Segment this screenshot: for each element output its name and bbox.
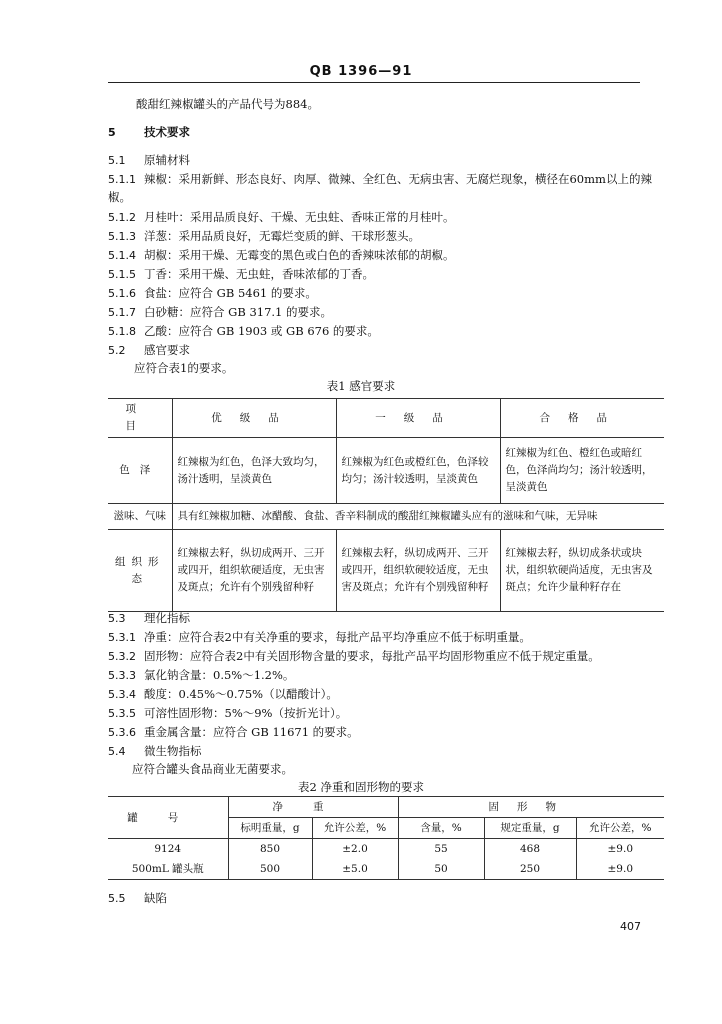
- table-cell: 具有红辣椒加糖、冰醋酸、食盐、香辛料制成的酸甜红辣椒罐头应有的滋味和气味，无异味: [172, 504, 664, 530]
- row-label: 滋味、气味: [108, 504, 172, 530]
- table-1-caption: 表1 感官要求: [326, 379, 396, 393]
- section-title: 技术要求: [144, 125, 190, 139]
- row-label: 组织形态: [108, 530, 172, 612]
- table-cell: 850: [228, 839, 312, 860]
- clause-line: [108, 667, 648, 684]
- clause-text: 月桂叶：采用品质良好、干燥、无虫蛀、香味正常的月桂叶。: [144, 210, 455, 224]
- clause-text: 可溶性固形物：5%～9%（按折光计）。: [144, 706, 348, 720]
- clause-text: 氯化钠含量：0.5%～1.2%。: [144, 668, 295, 682]
- clause-text: 应符合罐头食品商业无菌要求。: [132, 762, 293, 776]
- clause-text: 微生物指标: [144, 744, 202, 758]
- clause-line: [108, 228, 648, 245]
- table-row: [108, 438, 664, 504]
- table-header-cell: 允许公差，%: [576, 818, 664, 839]
- table-cell: 红辣椒为红色，色泽大致均匀，汤汁透明，呈淡黄色: [172, 438, 336, 504]
- clause-line: [132, 761, 672, 777]
- clause-number: 5.3.1: [108, 631, 136, 644]
- table-cell: 468: [484, 839, 576, 860]
- intro-paragraph: 酸甜红辣椒罐头的产品代号为884。: [136, 97, 319, 111]
- clause-line: [108, 209, 648, 226]
- clause-text: 酸度：0.45%～0.75%（以醋酸计）。: [144, 687, 338, 701]
- table-header-cell: 标明重量，g: [228, 818, 312, 839]
- clause-text: 缺陷: [144, 891, 167, 905]
- clause-number: 5.1.5: [108, 268, 136, 281]
- clause-number: 5.1.4: [108, 249, 136, 262]
- clause-line: [108, 648, 648, 665]
- clause-line: [108, 189, 648, 205]
- clause-text: 重金属含量：应符合 GB 11671 的要求。: [144, 725, 359, 739]
- table-cell: 500: [228, 859, 312, 880]
- table-cell: 红辣椒为红色、橙红色或暗红色，色泽尚均匀；汤汁较透明，呈淡黄色: [500, 438, 664, 504]
- table-cell: ±9.0: [576, 839, 664, 860]
- clause-text: 感官要求: [144, 343, 190, 357]
- clause-line: [108, 323, 648, 340]
- clause-text: 原辅材料: [144, 153, 190, 167]
- table-header-cell: 含量，%: [398, 818, 484, 839]
- clause-line: [108, 890, 648, 907]
- table-row: [108, 859, 664, 880]
- clause-text: 乙酸：应符合 GB 1903 或 GB 676 的要求。: [144, 324, 379, 338]
- standard-code-header: QB 1396—91: [309, 64, 413, 79]
- clause-number: 5.3.5: [108, 707, 136, 720]
- section-5-heading: [108, 124, 648, 141]
- table-cell: ±5.0: [312, 859, 398, 880]
- page-number: 407: [620, 920, 641, 933]
- clause-line: [108, 266, 648, 283]
- clause-line: [108, 724, 648, 741]
- header-rule: [108, 82, 640, 83]
- net-weight-solids-table: [108, 796, 664, 880]
- table-cell: 500mL 罐头瓶: [108, 859, 228, 880]
- table-cell: 9124: [108, 839, 228, 860]
- clause-number: 5.3.2: [108, 650, 136, 663]
- clause-line: [108, 686, 648, 703]
- clause-number: 5.1.3: [108, 230, 136, 243]
- table-header-cell: 项目: [108, 399, 172, 438]
- table-header-cell: 规定重量，g: [484, 818, 576, 839]
- table-header-row: [108, 797, 664, 818]
- clause-number: 5.5: [108, 892, 126, 905]
- clause-number: 5.4: [108, 745, 126, 758]
- clause-number: 5.1.1: [108, 173, 136, 186]
- clause-number: 5.1.6: [108, 287, 136, 300]
- table-row: [108, 504, 664, 530]
- clause-text: 丁香：采用干燥、无虫蛀，香味浓郁的丁香。: [144, 267, 374, 281]
- clause-text: 食盐：应符合 GB 5461 的要求。: [144, 286, 317, 300]
- clause-number: 5.2: [108, 344, 126, 357]
- clause-number: 5.3.3: [108, 669, 136, 682]
- table-cell: ±9.0: [576, 859, 664, 880]
- clause-line: [108, 152, 648, 169]
- table-row: [108, 530, 664, 612]
- table-header-cell: 固形物: [398, 797, 664, 818]
- table-cell: 250: [484, 859, 576, 880]
- table-header-cell: 允许公差，%: [312, 818, 398, 839]
- clause-line: [108, 247, 648, 264]
- clause-line: [108, 629, 648, 646]
- clause-line: [108, 610, 648, 627]
- table-header-cell: 一级品: [336, 399, 500, 438]
- clause-text: 辣椒：采用新鲜、形态良好、肉厚、微辣、全红色、无病虫害、无腐烂现象，横径在60mm以上的辣: [144, 172, 652, 186]
- clause-number: 5.1.7: [108, 306, 136, 319]
- clause-line: [108, 304, 648, 321]
- clause-number: 5.1.8: [108, 325, 136, 338]
- table-row: [108, 839, 664, 860]
- sensory-requirements-table: [108, 398, 664, 612]
- clause-line: [108, 285, 648, 302]
- table-cell: 55: [398, 839, 484, 860]
- clause-line: [134, 360, 674, 376]
- row-label: 色泽: [108, 438, 172, 504]
- clause-text: 洋葱：采用品质良好，无霉烂变质的鲜、干球形葱头。: [144, 229, 420, 243]
- table-header-cell: 优级品: [172, 399, 336, 438]
- table-header-cell: 罐号: [108, 797, 228, 839]
- clause-line: [108, 171, 652, 188]
- section-number: 5: [108, 126, 116, 139]
- clause-text: 胡椒：采用干燥、无霉变的黑色或白色的香辣味浓郁的胡椒。: [144, 248, 455, 262]
- clause-line: [108, 705, 648, 722]
- clause-number: 5.1: [108, 154, 126, 167]
- table-2-caption: 表2 净重和固形物的要求: [298, 780, 424, 794]
- clause-number: 5.3: [108, 612, 126, 625]
- table-header-cell: 合格品: [500, 399, 664, 438]
- clause-number: 5.1.2: [108, 211, 136, 224]
- table-cell: 红辣椒为红色或橙红色，色泽较均匀；汤汁较透明，呈淡黄色: [336, 438, 500, 504]
- clause-number: 5.3.4: [108, 688, 136, 701]
- clause-text: 净重：应符合表2中有关净重的要求，每批产品平均净重应不低于标明重量。: [144, 630, 531, 644]
- clause-text: 椒。: [108, 190, 131, 204]
- table-header-row: [108, 399, 664, 438]
- table-cell: 红辣椒去籽，纵切成条状或块状，组织软硬尚适度，无虫害及斑点；允许少量种籽存在: [500, 530, 664, 612]
- clause-line: [108, 743, 648, 760]
- table-cell: 红辣椒去籽，纵切成两开、三开或四开，组织软硬适度，无虫害及斑点；允许有个别残留种籽: [172, 530, 336, 612]
- table-cell: 红辣椒去籽，纵切成两开、三开或四开，组织软硬较适度，无虫害及斑点；允许有个别残留种籽: [336, 530, 500, 612]
- clause-text: 理化指标: [144, 611, 190, 625]
- clause-text: 白砂糖：应符合 GB 317.1 的要求。: [144, 305, 333, 319]
- table-header-cell: 净重: [228, 797, 398, 818]
- clause-text: 应符合表1的要求。: [134, 361, 234, 375]
- clause-line: [108, 342, 648, 359]
- table-cell: 50: [398, 859, 484, 880]
- table-cell: ±2.0: [312, 839, 398, 860]
- clause-number: 5.3.6: [108, 726, 136, 739]
- clause-text: 固形物：应符合表2中有关固形物含量的要求，每批产品平均固形物重应不低于规定重量。: [144, 649, 600, 663]
